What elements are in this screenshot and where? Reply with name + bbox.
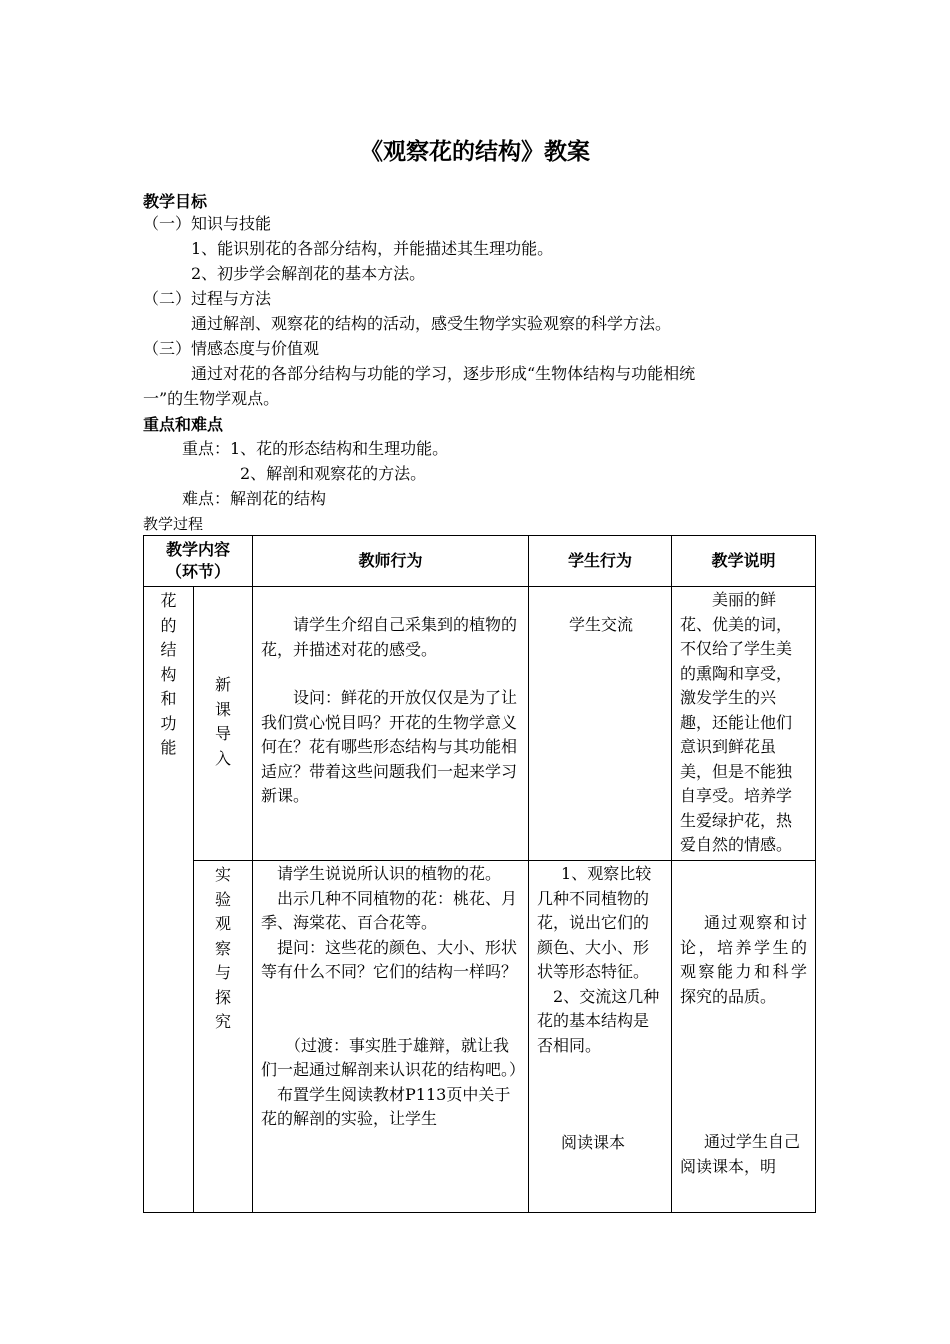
keypoint-item: 重点：1、花的形态结构和生理功能。 xyxy=(182,439,449,458)
stage-cell: 实验观察与探究 xyxy=(194,861,253,1213)
student-cell: 1、观察比较几种不同植物的花，说出它们的颜色、大小、形状等形态特征。 2、交流这几种花的基本结构是否相同。 阅读课本 xyxy=(529,861,672,1213)
teaching-process-table xyxy=(143,535,816,1213)
process-label: 教学过程 xyxy=(143,515,204,533)
table-row xyxy=(144,587,816,861)
difficulty-item: 难点：解剖花的结构 xyxy=(182,489,327,508)
header-student: 学生行为 xyxy=(529,536,672,587)
objective-item: 2、初步学会解剖花的基本方法。 xyxy=(191,264,426,283)
objective-item: 通过对花的各部分结构与功能的学习，逐步形成“生物体结构与功能相统 xyxy=(191,364,696,383)
teacher-cell: 请学生介绍自己采集到的植物的花，并描述对花的感受。 设问：鲜花的开放仅仅是为了让我们赏心悦目吗？开花的生物学意义何在？花有哪些形态结构与其功能相适应？带着这些问题我们一起来学习新课。 xyxy=(253,587,529,861)
objectives-section-process: （二）过程与方法 xyxy=(143,289,272,308)
objectives-heading: 教学目标 xyxy=(143,192,208,211)
table-row xyxy=(144,861,816,1213)
table-header-row xyxy=(144,536,816,587)
objective-item: 通过解剖、观察花的结构的活动，感受生物学实验观察的科学方法。 xyxy=(191,314,672,333)
student-cell: 学生交流 xyxy=(529,587,672,861)
page-title: 《观察花的结构》教案 xyxy=(360,139,590,165)
keypoints-heading: 重点和难点 xyxy=(143,415,224,434)
notes-cell: 美丽的鲜花、优美的词，不仅给了学生美的熏陶和享受，激发学生的兴趣，还能让他们意识到鲜花虽美，但是不能独自享受。培养学生爱绿护花，热爱自然的情感。 xyxy=(672,587,816,861)
keypoint-item: 2、解剖和观察花的方法。 xyxy=(240,464,427,483)
objectives-section-knowledge: （一）知识与技能 xyxy=(143,214,272,233)
header-content: 教学内容（环节） xyxy=(144,536,253,587)
teacher-cell: 请学生说说所认识的植物的花。 出示几种不同植物的花：桃花、月季、海棠花、百合花等。 提问：这些花的颜色、大小、形状等有什么不同？它们的结构一样吗？ （过渡：事实胜于雄辩，就让我们一起通过解剖来认识花的结构吧。） 布置学生阅读教材P113页中关于花的解剖的实验，让学生 xyxy=(253,861,529,1213)
objective-item: 一”的生物学观点。 xyxy=(143,389,280,408)
notes-cell: 通过观察和讨论，培养学生的观察能力和科学探究的品质。 通过学生自己阅读课本，明 xyxy=(672,861,816,1213)
objective-item: 1、能识别花的各部分结构，并能描述其生理功能。 xyxy=(191,239,554,258)
header-notes: 教学说明 xyxy=(672,536,816,587)
header-teacher: 教师行为 xyxy=(253,536,529,587)
objectives-section-attitude: （三）情感态度与价值观 xyxy=(143,339,320,358)
stage-cell: 新课导入 xyxy=(194,587,253,861)
section-cell: 花的结构和功能 xyxy=(144,587,194,1213)
